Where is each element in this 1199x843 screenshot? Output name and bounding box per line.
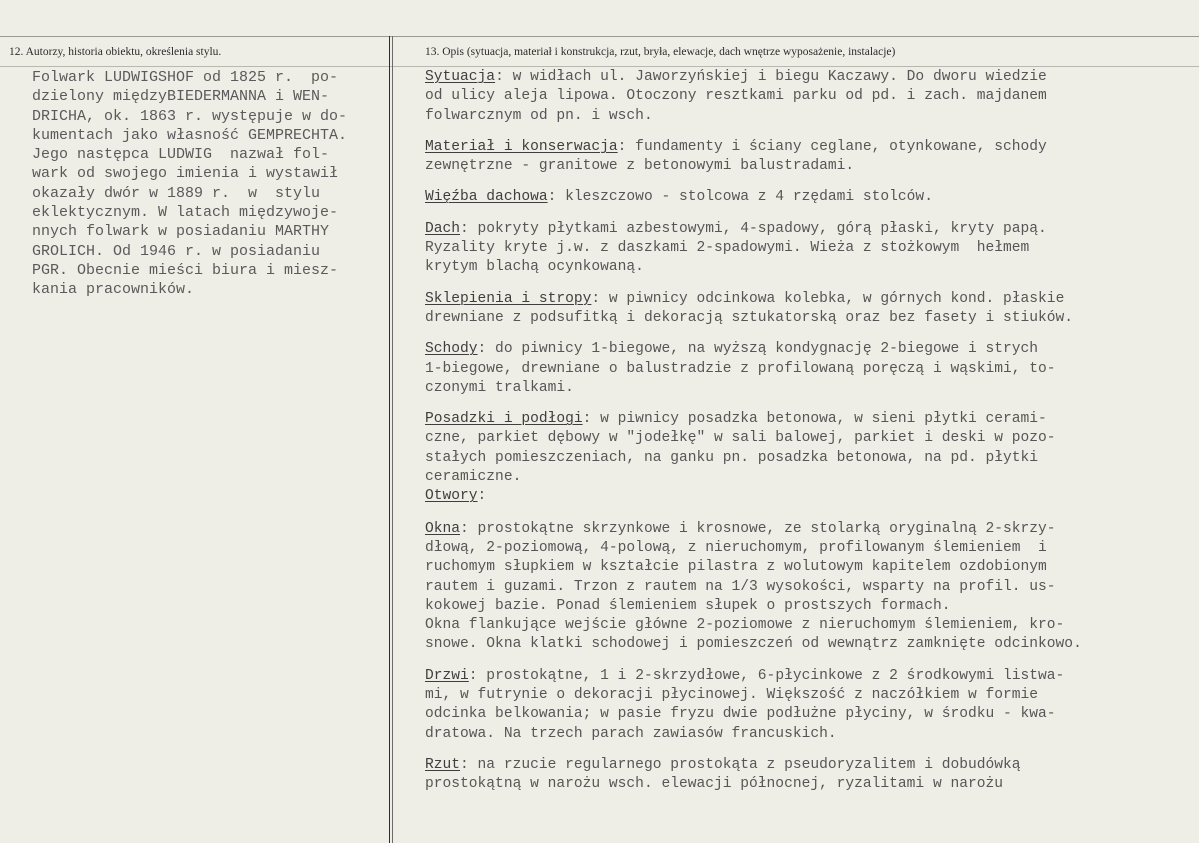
drzwi-line: odcinka belkowania; w pasie fryzu dwie podłużne płyciny, w środku - kwa- [425, 706, 1056, 723]
sklepienia-label: Sklepienia i stropy [425, 290, 592, 307]
history-line: PGR. Obecnie mieści biura i miesz- [32, 261, 339, 279]
dach-line: krytym blachą ocynkowaną. [425, 259, 644, 276]
dach-line: Ryzality kryte j.w. z daszkami 2-spadowymi. Wieża z stożkowym hełmem [425, 240, 1030, 257]
sytuacja-label: Sytuacja [425, 69, 496, 85]
history-line: Jego następca LUDWIG nazwał fol- [32, 146, 330, 164]
section-12-heading: 12. Autorzy, historia obiektu, określenia stylu. [9, 46, 222, 58]
header-top-rule [0, 36, 1199, 37]
material-label: Materiał i konserwacja [425, 138, 618, 155]
drzwi-line: mi, w futrynie o dekoracji płycinowej. Większość z naczółkiem w formie [425, 687, 1039, 704]
schody-line: czonymi tralkami. [425, 379, 574, 396]
material-line: zewnętrzne - granitowe z betonowymi balustradami. [425, 158, 855, 175]
section-wiezba [425, 188, 1195, 207]
section-sytuacja [425, 68, 1195, 126]
okna-line: : prostokątne skrzynkowe i krosnowe, ze stolarką oryginalną 2-skrzy- [460, 520, 1056, 537]
posadzki-line: ceramiczne. [425, 469, 522, 486]
dach-line: : pokryty płytkami azbestowymi, 4-spadowy, górą płaski, kryty papą. [460, 220, 1047, 237]
history-text [32, 68, 382, 300]
otwory-label: Otwory [425, 488, 478, 505]
drzwi-label: Drzwi [425, 667, 469, 684]
section-rzut [425, 756, 1195, 795]
posadzki-line: stałych pomieszczeniach, na ganku pn. posadzka betonowa, na pd. płytki [425, 449, 1039, 466]
history-line: kumentach jako własność GEMPRECHTA. [32, 126, 348, 144]
sklepienia-line: drewniane z podsufitką i dekoracją sztukatorską oraz bez fasety i stiuków. [425, 309, 1074, 326]
history-line: kania pracowników. [32, 281, 195, 299]
drzwi-line: dratowa. Na trzech parach zawiasów francuskich. [425, 725, 837, 742]
okna-line: ruchomym słupkiem w kształcie pilastra z wolutowym kapitelem ozdobionym [425, 559, 1047, 576]
okna-line: dłową, 2-poziomową, 4-polową, z nieruchomym, profilowanym ślemieniem i [425, 539, 1047, 556]
section-otwory [425, 487, 1195, 506]
drzwi-line: : prostokątne, 1 i 2-skrzydłowe, 6-płycinkowe z 2 środkowymi listwa- [468, 667, 1065, 684]
posadzki-line: czne, parkiet dębowy w "jodełkę" w sali balowej, parkiet i deski w pozo- [425, 430, 1056, 447]
wiezba-label: Więźba dachowa [425, 189, 548, 206]
rzut-line: : na rzucie regularnego prostokąta z pseudoryzalitem i dobudówką [460, 756, 1021, 773]
history-line: wark od swojego imienia i wystawił [32, 165, 339, 183]
posadzki-label: Posadzki i podłogi [425, 411, 583, 428]
rzut-label: Rzut [425, 756, 461, 773]
section-okna [425, 520, 1195, 655]
schody-label: Schody [425, 341, 478, 358]
column-divider [389, 36, 390, 843]
section-drzwi [425, 667, 1195, 744]
section-13-heading: 13. Opis (sytuacja, materiał i konstrukcja, rzut, bryła, elewacje, dach wnętrze wyposażenie, instalacje) [425, 46, 896, 58]
material-line: : fundamenty i ściany ceglane, otynkowane, schody [617, 138, 1047, 155]
section-material [425, 138, 1195, 177]
okna-line: rautem i guzami. Trzon z rautem na 1/3 wysokości, wsparty na profil. us- [425, 578, 1056, 595]
history-line: GROLICH. Od 1946 r. w posiadaniu [32, 242, 321, 260]
section-sklepienia [425, 290, 1195, 329]
history-line: okazały dwór w 1889 r. w stylu [32, 184, 321, 202]
history-line: Folwark LUDWIGSHOF od 1825 r. po- [32, 69, 339, 86]
section-schody [425, 340, 1195, 398]
history-line: dzielony międzyBIEDERMANNA i WEN- [32, 88, 330, 106]
okna-line: kokowej bazie. Ponad ślemieniem słupek o prostszych formach. [425, 597, 951, 614]
okna-line: Okna flankujące wejście główne 2-poziomowe z nieruchomym ślemieniem, kro- [425, 617, 1065, 634]
header-bottom-rule [0, 66, 1199, 67]
history-line: DRICHA, ok. 1863 r. występuje w do- [32, 107, 348, 125]
sklepienia-line: : w piwnicy odcinkowa kolebka, w górnych kond. płaskie [591, 290, 1065, 307]
sytuacja-line: : w widłach ul. Jaworzyńskiej i biegu Kaczawy. Do dworu wiedzie [495, 69, 1047, 85]
section-posadzki [425, 410, 1195, 487]
schody-line: : do piwnicy 1-biegowe, na wyższą kondygnację 2-biegowe i strych [477, 341, 1039, 358]
dach-label: Dach [425, 220, 461, 237]
okna-line: snowe. Okna klatki schodowej i pomieszczeń od wewnątrz zamknięte odcinkowo. [425, 636, 1082, 653]
okna-label: Okna [425, 520, 461, 537]
history-line: nnych folwark w posiadaniu MARTHY [32, 223, 330, 241]
history-line: eklektycznym. W latach międzywoje- [32, 204, 339, 222]
rzut-line: prostokątną w narożu wsch. elewacji północnej, ryzalitami w narożu [425, 776, 1004, 793]
posadzki-line: : w piwnicy posadzka betonowa, w sieni płytki cerami- [582, 411, 1047, 428]
description-text [425, 68, 1195, 795]
column-divider-secondary [392, 36, 393, 843]
schody-line: 1-biegowe, drewniane o balustradzie z profilowaną poręczą i wąskimi, to- [425, 360, 1056, 377]
otwory-suffix: : [477, 488, 487, 505]
sytuacja-line: od ulicy aleja lipowa. Otoczony resztkami parku od pd. i zach. majdanem [425, 88, 1047, 105]
sytuacja-line: folwarcznym od pn. i wsch. [425, 107, 653, 124]
section-dach [425, 220, 1195, 278]
wiezba-line: : kleszczowo - stolcowa z 4 rzędami stolców. [547, 189, 933, 206]
